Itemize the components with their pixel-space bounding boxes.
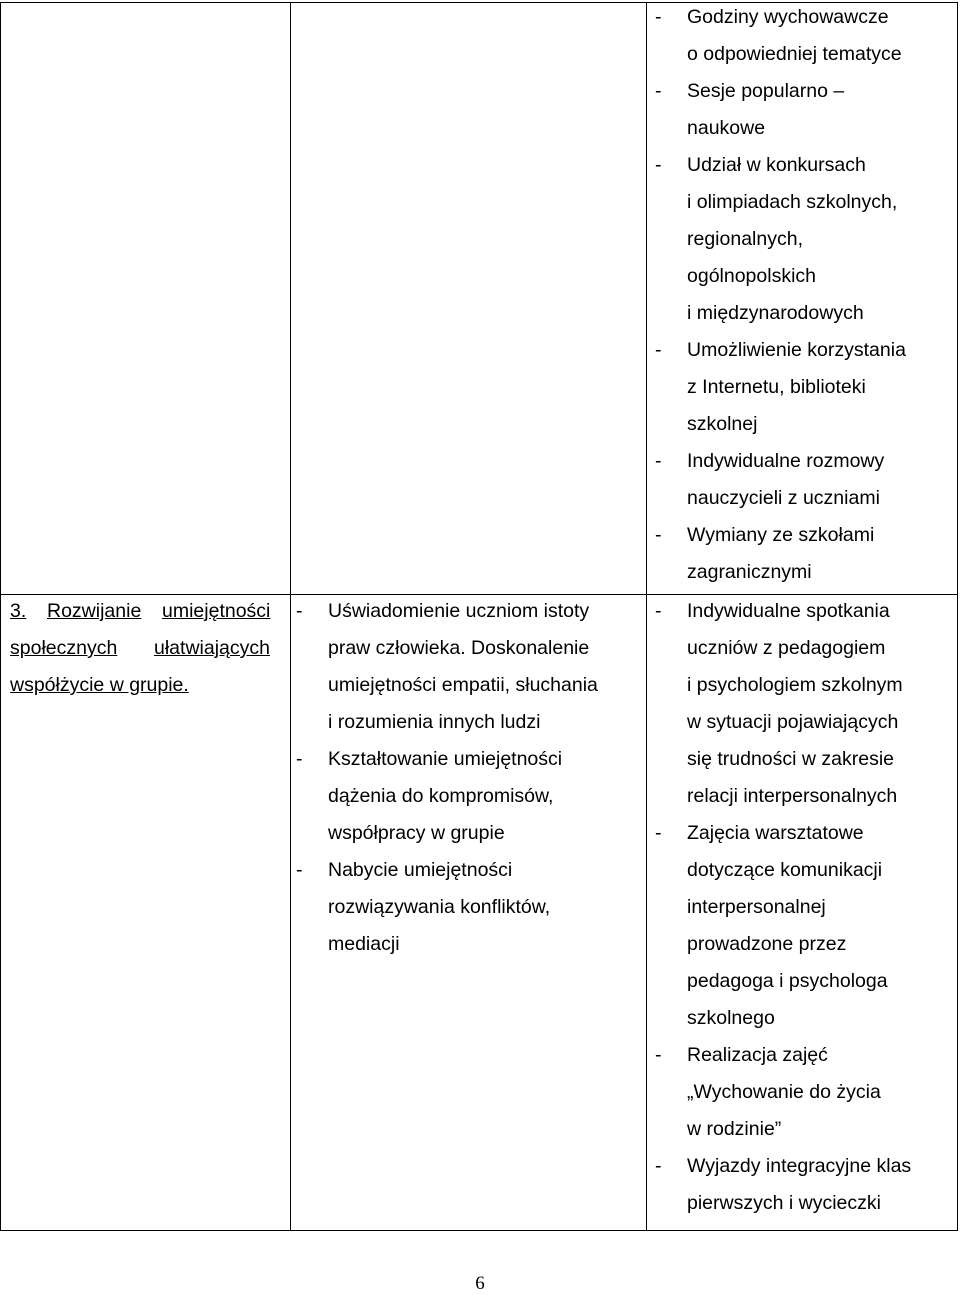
bullet-dash: - [655,80,662,102]
method-line: Indywidualne rozmowy [687,450,885,472]
method-line: ogólnopolskich [687,265,817,287]
goal-line: Kształtowanie umiejętności [328,748,563,770]
goal-line: i rozumienia innych ludzi [328,711,541,733]
section-title-line: współżycie w grupie. [10,674,189,696]
bullet-dash: - [296,748,303,770]
method-line: w rodzinie” [687,1118,782,1140]
goal-line: dążenia do kompromisów, [328,785,554,807]
goal-line: umiejętności empatii, słuchania [328,674,598,696]
method-line: się trudności w zakresie [687,748,894,770]
method-line: „Wychowanie do życia [687,1081,881,1103]
method-line: Wymiany ze szkołami [687,524,875,546]
method-line: naukowe [687,117,766,139]
bullet-dash: - [655,6,662,28]
bullet-dash: - [655,1044,662,1066]
method-line: i międzynarodowych [687,302,864,324]
method-line: Udział w konkursach [687,154,866,176]
goal-line: współpracy w grupie [328,822,505,844]
bullet-dash: - [655,1155,662,1177]
method-line: dotyczące komunikacji [687,859,883,881]
goal-line: mediacji [328,933,400,955]
method-line: z Internetu, biblioteki [687,376,866,398]
goal-line: Uświadomienie uczniom istoty [328,600,590,622]
method-line: szkolnego [687,1007,775,1029]
bullet-dash: - [655,822,662,844]
row-divider [0,594,958,595]
method-line: uczniów z pedagogiem [687,637,886,659]
page-number: 6 [475,1273,485,1294]
section-title-word: Rozwijanie [47,600,142,622]
method-line: nauczycieli z uczniami [687,487,880,509]
bullet-dash: - [655,600,662,622]
method-line: Wyjazdy integracyjne klas [687,1155,912,1177]
method-line: prowadzone przez [687,933,847,955]
bullet-dash: - [655,450,662,472]
method-line: Sesje popularno – [687,80,845,102]
bullet-dash: - [655,524,662,546]
method-line: Realizacja zajęć [687,1044,828,1066]
method-line: relacji interpersonalnych [687,785,898,807]
goal-line: rozwiązywania konfliktów, [328,896,551,918]
bullet-dash: - [296,859,303,881]
method-line: o odpowiedniej tematyce [687,43,902,65]
section-title-word: ułatwiających [154,637,270,659]
bullet-dash: - [655,154,662,176]
method-line: Godziny wychowawcze [687,6,889,28]
bullet-dash: - [655,339,662,361]
method-line: w sytuacji pojawiających [687,711,899,733]
goal-line: Nabycie umiejętności [328,859,513,881]
goal-line: praw człowieka. Doskonalenie [328,637,590,659]
method-line: Umożliwienie korzystania [687,339,906,361]
column-divider [290,2,291,1231]
method-line: i psychologiem szkolnym [687,674,903,696]
method-line: zagranicznymi [687,561,812,583]
method-line: pierwszych i wycieczki [687,1192,881,1214]
method-line: Indywidualne spotkania [687,600,890,622]
method-line: regionalnych, [687,228,803,250]
method-line: szkolnej [687,413,758,435]
method-line: interpersonalnej [687,896,826,918]
column-divider [646,2,647,1231]
section-title-number: 3. [10,600,27,622]
method-line: Zajęcia warsztatowe [687,822,864,844]
section-title-word: umiejętności [162,600,271,622]
method-line: pedagoga i psychologa [687,970,888,992]
bullet-dash: - [296,600,303,622]
section-title-word: społecznych [10,637,118,659]
method-line: i olimpiadach szkolnych, [687,191,898,213]
